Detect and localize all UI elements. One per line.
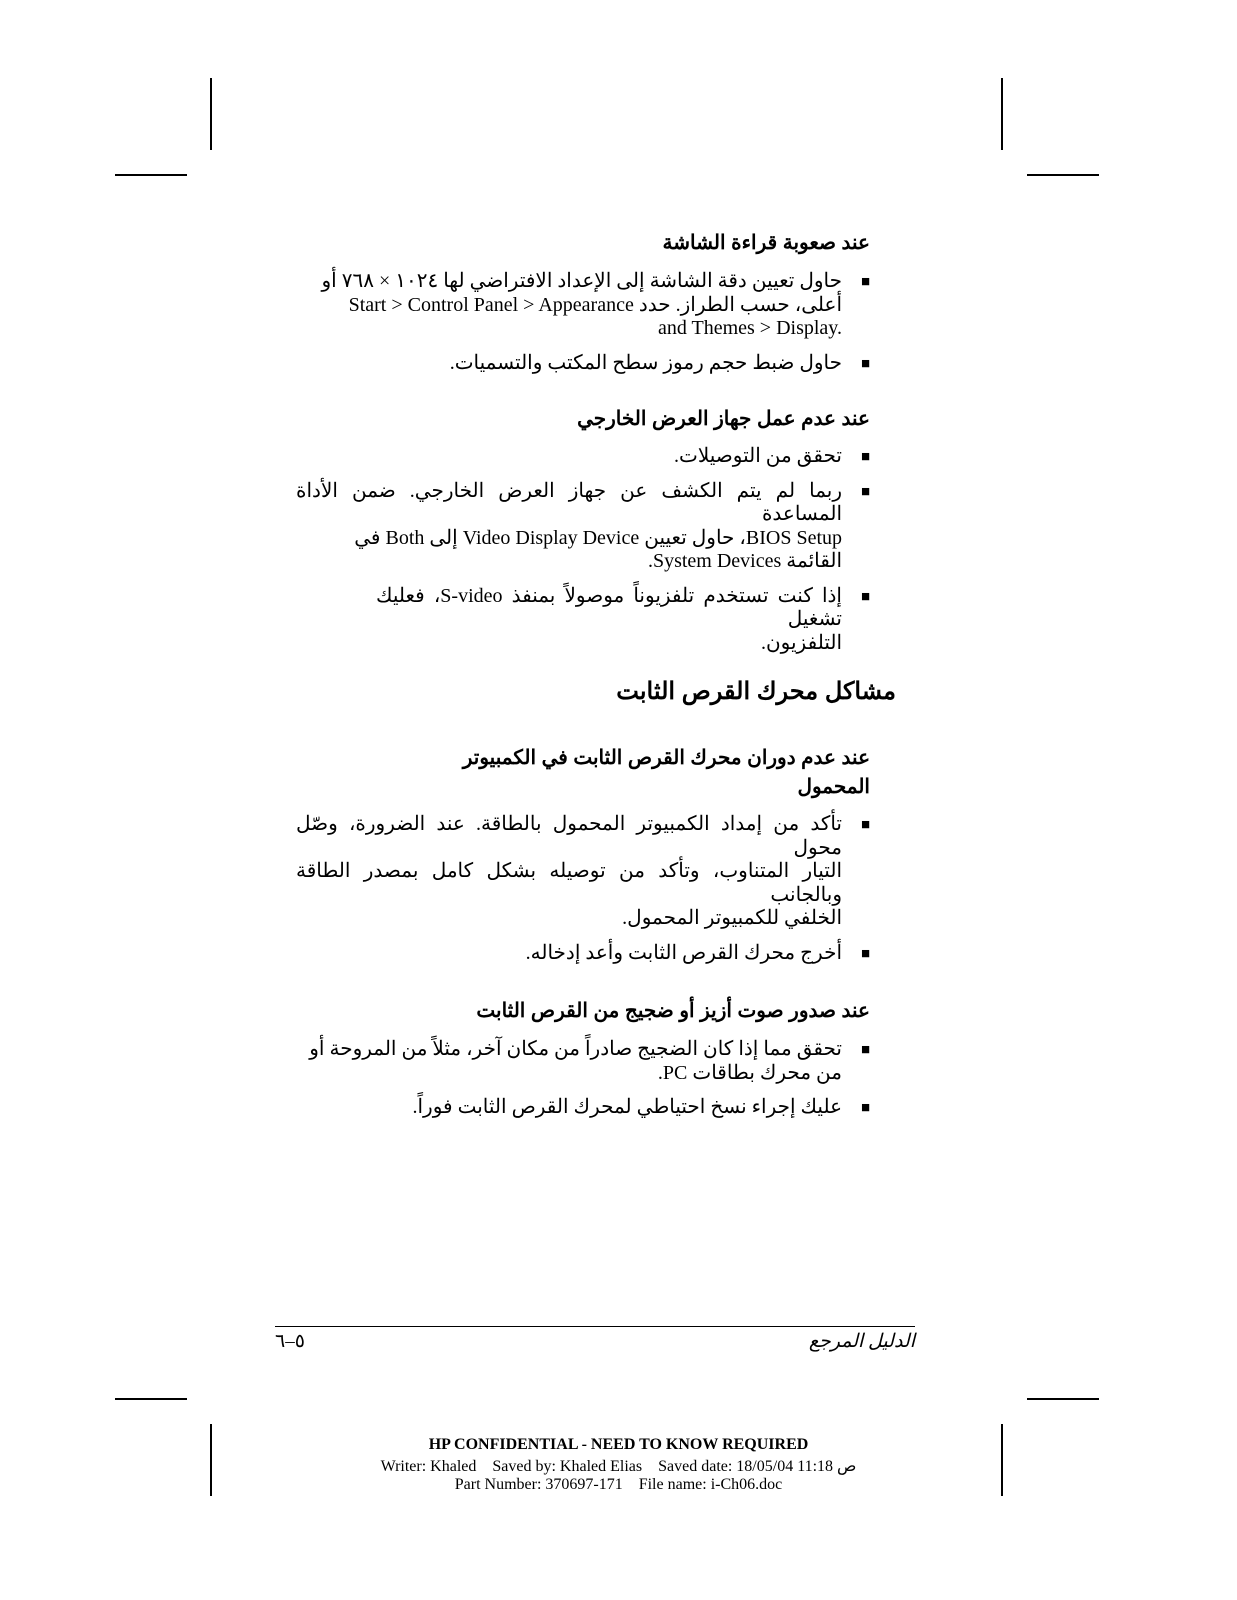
bullet-icon: ■ xyxy=(860,817,870,833)
list-item xyxy=(296,1096,870,1120)
crop-mark-bottom-left-horizontal xyxy=(115,1398,187,1400)
footer-divider xyxy=(275,1326,915,1327)
bullet-icon: ■ xyxy=(860,274,870,290)
list-item xyxy=(296,1038,870,1085)
bullet-text-line: تحقق من التوصيلات. xyxy=(673,445,842,467)
bullet-text-line: حاول ضبط حجم رموز سطح المكتب والتسميات. xyxy=(449,351,842,374)
crop-mark-top-left-vertical xyxy=(210,78,212,150)
list-drive-not-spinning xyxy=(296,813,870,965)
list-item xyxy=(376,585,870,656)
crop-mark-top-right-vertical xyxy=(1001,78,1003,150)
heading-screen-reading: عند صعوبة قراءة الشاشة xyxy=(662,232,870,254)
bullet-icon: ■ xyxy=(860,945,870,962)
document-metadata-line: Writer: Khaled Saved by: Khaled Elias Saved date: 18/05/04 11:18 ص xyxy=(380,1458,857,1475)
document-metadata-line: Part Number: 370697-171 File name: i-Ch06.doc xyxy=(454,1476,783,1493)
bullet-text-line: حاول تعيين دقة الشاشة إلى الإعداد الافتراضي لها ١٠٢٤ × ٧٦٨ أو xyxy=(321,270,842,292)
bullet-text-line: الخلفي للكمبيوتر المحمول. xyxy=(622,907,842,929)
list-item xyxy=(296,352,870,376)
bullet-text-line: أعلى، حسب الطراز. حدد Start > Control Panel > Appearance xyxy=(348,293,842,316)
bullet-icon: ■ xyxy=(860,1100,870,1116)
bullet-text-line: القائمة System Devices. xyxy=(647,550,842,572)
bullet-text-line: التلفزيون. xyxy=(760,631,842,654)
bullet-text-line: من محرك بطاقات PC. xyxy=(657,1061,842,1084)
heading-line: عند عدم دوران محرك القرص الثابت في الكمبيوتر xyxy=(462,747,870,769)
bullet-text-line: إذا كنت تستخدم تلفزيوناً موصولاً بمنفذ S-video، فعليك تشغيل xyxy=(376,584,842,630)
bullet-text-line: BIOS Setup، حاول تعيين Video Display Device إلى Both في xyxy=(354,526,842,549)
bullet-text-line: التيار المتناوب، وتأكد من توصيله بشكل كامل بمصدر الطاقة وبالجانب xyxy=(296,860,842,906)
bullet-text-line: تحقق مما إذا كان الضجيج صادراً من مكان آخر، مثلاً من المروحة أو xyxy=(309,1038,842,1060)
heading-drive-noise: عند صدور صوت أزيز أو ضجيج من القرص الثابت xyxy=(476,1000,870,1022)
heading-line: المحمول xyxy=(797,776,870,798)
bullet-icon: ■ xyxy=(860,588,870,605)
crop-mark-bottom-right-horizontal xyxy=(1027,1398,1099,1400)
crop-mark-top-left-horizontal xyxy=(115,174,187,176)
bullet-icon: ■ xyxy=(860,449,870,465)
list-item xyxy=(296,445,870,469)
bullet-text-line: عليك إجراء نسخ احتياطي لمحرك القرص الثابت فوراً. xyxy=(412,1096,842,1118)
heading-external-display: عند عدم عمل جهاز العرض الخارجي xyxy=(577,408,870,430)
section-title-hard-drive: مشاكل محرك القرص الثابت xyxy=(616,678,896,705)
bullet-text-line: ربما لم يتم الكشف عن جهاز العرض الخارجي. ضمن الأداة المساعدة xyxy=(296,479,842,525)
guide-title: الدليل المرجع xyxy=(808,1331,915,1352)
page-number: ٥–٦ xyxy=(275,1331,305,1352)
bullet-text-line: تأكد من إمداد الكمبيوتر المحمول بالطاقة. عند الضرورة، وصّل محول xyxy=(296,813,842,859)
crop-mark-top-right-horizontal xyxy=(1027,174,1099,176)
bullet-text-line: أخرج محرك القرص الثابت وأعد إدخاله. xyxy=(525,941,842,964)
confidential-notice: HP CONFIDENTIAL - NEED TO KNOW REQUIRED xyxy=(428,1436,809,1453)
list-item xyxy=(296,480,870,574)
bullet-icon: ■ xyxy=(860,1042,870,1058)
list-screen-reading xyxy=(296,270,870,375)
list-item xyxy=(296,813,870,931)
list-item xyxy=(296,270,870,341)
bullet-text-line: and Themes > Display. xyxy=(657,317,842,339)
list-item xyxy=(296,942,870,966)
bullet-icon: ■ xyxy=(860,483,870,500)
heading-drive-not-spinning xyxy=(296,744,870,802)
list-drive-noise xyxy=(296,1038,870,1120)
page-body xyxy=(296,230,896,1120)
bullet-icon: ■ xyxy=(860,355,870,372)
list-external-display xyxy=(296,445,870,655)
